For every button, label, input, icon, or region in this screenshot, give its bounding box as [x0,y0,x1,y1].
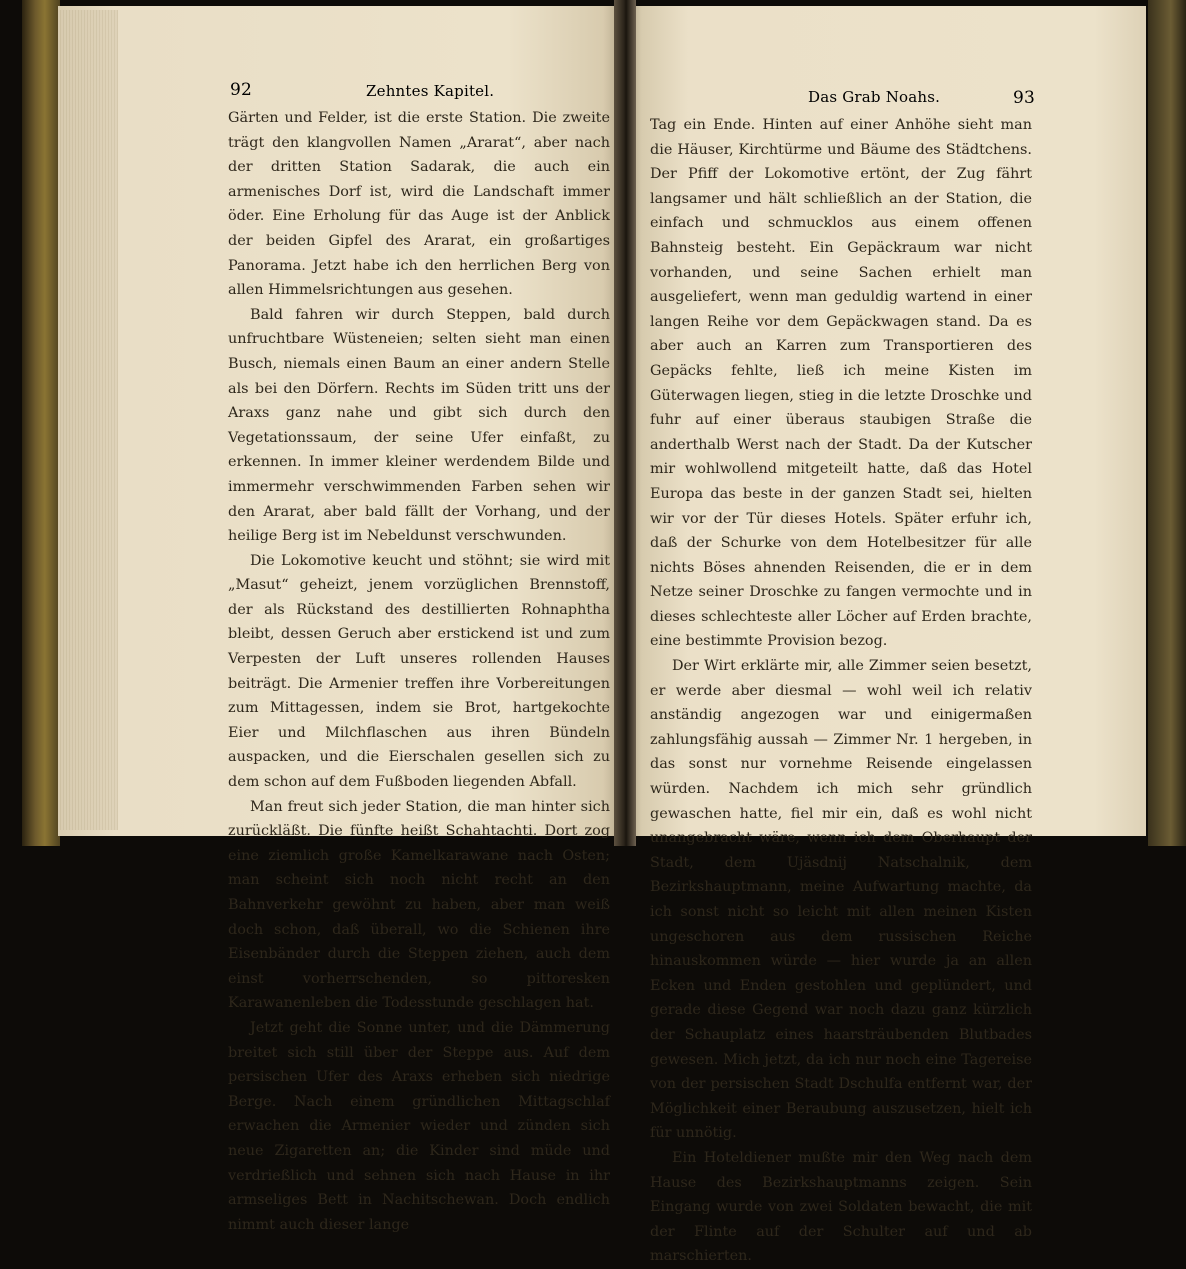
left-paragraph-2: Bald fahren wir durch Steppen, bald durch unfruchtbare Wüsteneien; selten sieht man einen Busch, niemals einen Baum an einer andern Stelle als bei den Dörfern. Rechts im Süden tritt uns der Araxs ganz nahe und gibt sich durch den Vegetationssaum, der seine Ufer einfaßt, zu erkennen. In immer kleiner werdendem Bilde und immermehr verschwimmenden Farben sehen wir den Ararat, aber bald fällt der Vorhang, und der heilige Berg ist im Nebeldunst verschwunden. [228,306,610,545]
left-page-body [228,106,610,1237]
book-cover-edge-left [22,0,60,846]
right-paragraph-2: Der Wirt erklärte mir, alle Zimmer seien besetzt, er werde aber diesmal — wohl weil ich relativ anständig angezogen war und einigermaßen zahlungsfähig aussah — Zimmer Nr. 1 hergeben, in das sonst nur vornehme Reisende eingelassen würden. Nachdem ich mich sehr gründlich gewaschen hatte, fiel mir ein, daß es wohl nicht unangebracht wäre, wenn ich dem Oberhaupt der Stadt, dem Ujäsdnij Natschalnik, dem Bezirkshauptmann, meine Aufwartung machte, da ich sonst nicht so leicht mit allen meinen Kisten ungeschoren aus dem russischen Reiche hinauskommen würde — hier wurde ja an allen Ecken und Enden gestohlen und geplündert, und gerade diese Gegend war noch dazu ganz kürzlich der Schauplatz eines haarsträubenden Blutbades gewesen. Mich jetzt, da ich nur noch eine Tagereise von der persischen Stadt Dschulfa entfernt war, der Möglichkeit einer Beraubung auszusetzen, hielt ich für unnötig. [650,658,1032,1142]
book-cover-edge-right [1148,0,1186,846]
right-page-number: 93 [1013,88,1036,108]
page-stack-edges [58,10,118,830]
right-paragraph-3: Ein Hoteldiener mußte mir den Weg nach dem Hause des Bezirkshauptmanns zeigen. Sein Eingang wurde von zwei Soldaten bewacht, die mit der Flinte auf der Schulter auf und ab marschierten. [650,1149,1032,1265]
right-paragraph-1: Tag ein Ende. Hinten auf einer Anhöhe sieht man die Häuser, Kirchtürme und Bäume des Städtchens. Der Pfiff der Lokomotive ertönt, der Zug fährt langsamer und hält schließlich an der Station, die einfach und schmucklos aus einem offenen Bahnsteig besteht. Ein Gepäckraum war nicht vorhanden, und seine Sachen erhielt man ausgeliefert, wenn man geduldig wartend in einer langen Reihe vor dem Gepäckwagen stand. Da es aber auch an Karren zum Transportieren des Gepäcks fehlte, ließ ich meine Kisten im Güterwagen liegen, stieg in die letzte Droschke und fuhr auf einer überaus staubigen Straße die anderthalb Werst nach der Stadt. Da der Kutscher mir wohlwollend mitgeteilt hatte, daß das Hotel Europa das beste in der ganzen Stadt sei, hielten wir vor der Tür dieses Hotels. Später erfuhr ich, daß der Schurke von dem Hotelbesitzer für alle nichts Böses ahnenden Reisenden, die er in dem Netze seiner Droschke zu fangen vermochte und in dieses schlechteste aller Löcher auf Erden brachte, eine bestimmte Provision bezog. [650,117,1032,650]
left-paragraph-4: Man freut sich jeder Station, die man hinter sich zurückläßt. Die fünfte heißt Schahtachti. Dort zog eine ziemlich große Kamelkarawane nach Osten; man scheint sich noch nicht recht an den Bahnverkehr gewöhnt zu haben, aber man weiß doch schon, daß überall, wo die Schienen ihre Eisenbänder durch die Steppen ziehen, auch dem einst vorherrschenden, so pittoresken Karawanenleben die Todesstunde geschlagen hat. [228,798,610,1012]
left-running-head: Zehntes Kapitel. [366,82,495,100]
left-paragraph-1: Gärten und Felder, ist die erste Station. Die zweite trägt den klangvollen Namen „Ararat“, aber nach der dritten Station Sadarak, die auch ein armenisches Dorf ist, wird die Landschaft immer öder. Eine Erholung für das Auge ist der Anblick der beiden Gipfel des Ararat, ein großartiges Panorama. Jetzt habe ich den herrlichen Berg von allen Himmelsrichtungen aus gesehen. [228,110,610,299]
left-paragraph-3: Die Lokomotive keucht und stöhnt; sie wird mit „Masut“ geheizt, jenem vorzüglichen Brennstoff, der als Rückstand des destillierten Rohnaphtha bleibt, dessen Geruch aber erstickend ist und zum Verpesten der Luft unseres rollenden Hauses beiträgt. Die Armenier treffen ihre Vorbereitungen zum Mittagessen, indem sie Brot, hartgekochte Eier und Milchflaschen aus ihren Bündeln auspacken, und die Eierschalen gesellen sich zu dem schon auf dem Fußboden liegenden Abfall. [228,552,610,791]
right-running-head: Das Grab Noahs. [808,88,941,106]
left-paragraph-5: Jetzt geht die Sonne unter, und die Dämmerung breitet sich still über der Steppe aus. Auf dem persischen Ufer des Araxs erheben sich niedrige Berge. Nach einem gründlichen Mittagschlaf erwachen die Armenier wieder und zünden sich neue Zigaretten an; die Kinder sind müde und verdrießlich und sehnen sich nach Hause in ihr armseliges Bett in Nachitschewan. Doch endlich nimmt auch dieser lange [228,1019,610,1233]
left-page-number: 92 [230,80,253,100]
right-page-body [650,113,1032,1269]
book-gutter [614,0,636,846]
